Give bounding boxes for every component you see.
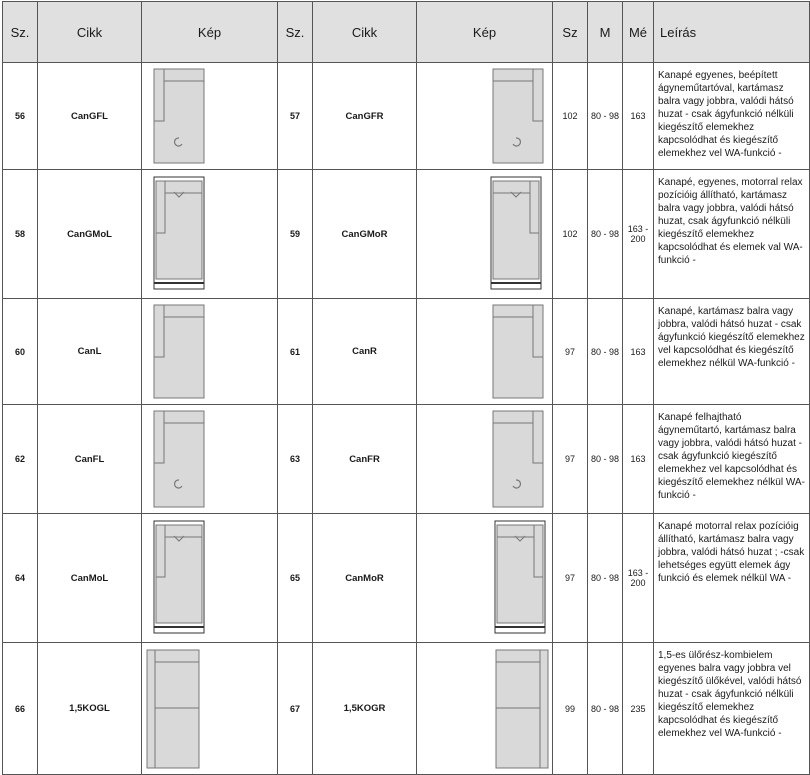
- item-number-right: 57: [278, 63, 313, 170]
- value-m: 80 - 98: [588, 299, 623, 405]
- header-row: [3, 2, 810, 63]
- item-number-left: 64: [3, 514, 38, 643]
- sofa-image-left: [142, 299, 278, 405]
- item-code-right: CanMoR: [313, 514, 417, 643]
- item-number-right: 65: [278, 514, 313, 643]
- item-code-right: CanGMoR: [313, 170, 417, 299]
- item-code-left: CanL: [38, 299, 142, 405]
- value-sz: 102: [553, 170, 588, 299]
- item-number-right: 59: [278, 170, 313, 299]
- value-m: 80 - 98: [588, 643, 623, 775]
- description: Kanapé, egyenes, motorral relax pozícióig állítható, kartámasz balra vagy jobbra, valódi hátsó huzat, csak ágyfunkció nélküli kiegészítő elemekhez kapcsolódhat és elemek val WA-funkció -: [654, 170, 810, 299]
- item-code-right: CanFR: [313, 405, 417, 514]
- item-code-left: 1,5KOGL: [38, 643, 142, 775]
- sofa-image-right: [417, 514, 553, 643]
- value-me: 163 - 200: [623, 514, 654, 643]
- value-sz: 102: [553, 63, 588, 170]
- value-m: 80 - 98: [588, 170, 623, 299]
- description: Kanapé, kartámasz balra vagy jobbra, valódi hátsó huzat - csak ágyfunkció kiegészítő elemekhez vel kapcsolódhat és kiegészítő elemekhez nélkül WA-funkció -: [654, 299, 810, 405]
- item-number-right: 61: [278, 299, 313, 405]
- value-m: 80 - 98: [588, 514, 623, 643]
- header-kep-right: Kép: [417, 2, 553, 63]
- sofa-image-right: [417, 643, 553, 775]
- header-cikk-left: Cikk: [38, 2, 142, 63]
- sofa-image-right: [417, 405, 553, 514]
- value-me: 163: [623, 405, 654, 514]
- table-row: [3, 170, 810, 299]
- description: 1,5-es ülőrész-kombielem egyenes balra vagy jobbra vel kiegészítő ülőkével, valódi hátsó huzat - csak ágyfunkció nélküli kiegészítő elemekhez kapcsolódhat és kiegészítő elemekhez vel WA-funkció -: [654, 643, 810, 775]
- item-number-left: 56: [3, 63, 38, 170]
- header-m: M: [588, 2, 623, 63]
- item-code-left: CanGFL: [38, 63, 142, 170]
- value-m: 80 - 98: [588, 63, 623, 170]
- description: Kanapé motorral relax pozícióig állítható, kartámasz balra vagy jobbra, valódi hátsó huzat ; -csak lehetséges együtt elemek ágy funkció és elemek nélkül WA -: [654, 514, 810, 643]
- value-sz: 97: [553, 299, 588, 405]
- sofa-image-left: [142, 63, 278, 170]
- sofa-image-right: [417, 63, 553, 170]
- item-number-left: 58: [3, 170, 38, 299]
- table-row: [3, 405, 810, 514]
- sofa-image-left: [142, 170, 278, 299]
- header-kep-left: Kép: [142, 2, 278, 63]
- sofa-image-left: [142, 514, 278, 643]
- item-code-left: CanFL: [38, 405, 142, 514]
- sofa-image-left: [142, 643, 278, 775]
- value-m: 80 - 98: [588, 405, 623, 514]
- item-code-left: CanMoL: [38, 514, 142, 643]
- value-me: 235: [623, 643, 654, 775]
- product-table: [2, 1, 810, 775]
- header-leiras: Leírás: [654, 2, 810, 63]
- item-number-right: 67: [278, 643, 313, 775]
- value-me: 163: [623, 63, 654, 170]
- item-number-left: 66: [3, 643, 38, 775]
- table-row: [3, 643, 810, 775]
- header-cikk-right: Cikk: [313, 2, 417, 63]
- header-sz-left: Sz.: [3, 2, 38, 63]
- value-me: 163 - 200: [623, 170, 654, 299]
- sofa-image-left: [142, 405, 278, 514]
- value-sz: 97: [553, 514, 588, 643]
- item-code-right: 1,5KOGR: [313, 643, 417, 775]
- item-code-right: CanGFR: [313, 63, 417, 170]
- header-me: Mé: [623, 2, 654, 63]
- value-sz: 99: [553, 643, 588, 775]
- table-row: [3, 63, 810, 170]
- header-sz: Sz: [553, 2, 588, 63]
- item-number-left: 60: [3, 299, 38, 405]
- value-me: 163: [623, 299, 654, 405]
- sofa-image-right: [417, 299, 553, 405]
- value-sz: 97: [553, 405, 588, 514]
- item-code-left: CanGMoL: [38, 170, 142, 299]
- table-row: [3, 514, 810, 643]
- description: Kanapé egyenes, beépített ágyneműtartóval, kartámasz balra vagy jobbra, valódi hátsó huzat - csak ágyfunkció nélküli kiegészítő elemekhez kapcsolódhat és kiegészítő elemekhez vel WA-funkció -: [654, 63, 810, 170]
- item-code-right: CanR: [313, 299, 417, 405]
- header-sz-right: Sz.: [278, 2, 313, 63]
- sofa-image-right: [417, 170, 553, 299]
- item-number-left: 62: [3, 405, 38, 514]
- item-number-right: 63: [278, 405, 313, 514]
- description: Kanapé felhajtható ágyneműtartó, kartámasz balra vagy jobbra, valódi hátsó huzat - csak ágyfunkció kiegészítő elemekhez vel kapcsolódhat és kiegészítő elemekhez nélkül WA-funkció -: [654, 405, 810, 514]
- table-row: [3, 299, 810, 405]
